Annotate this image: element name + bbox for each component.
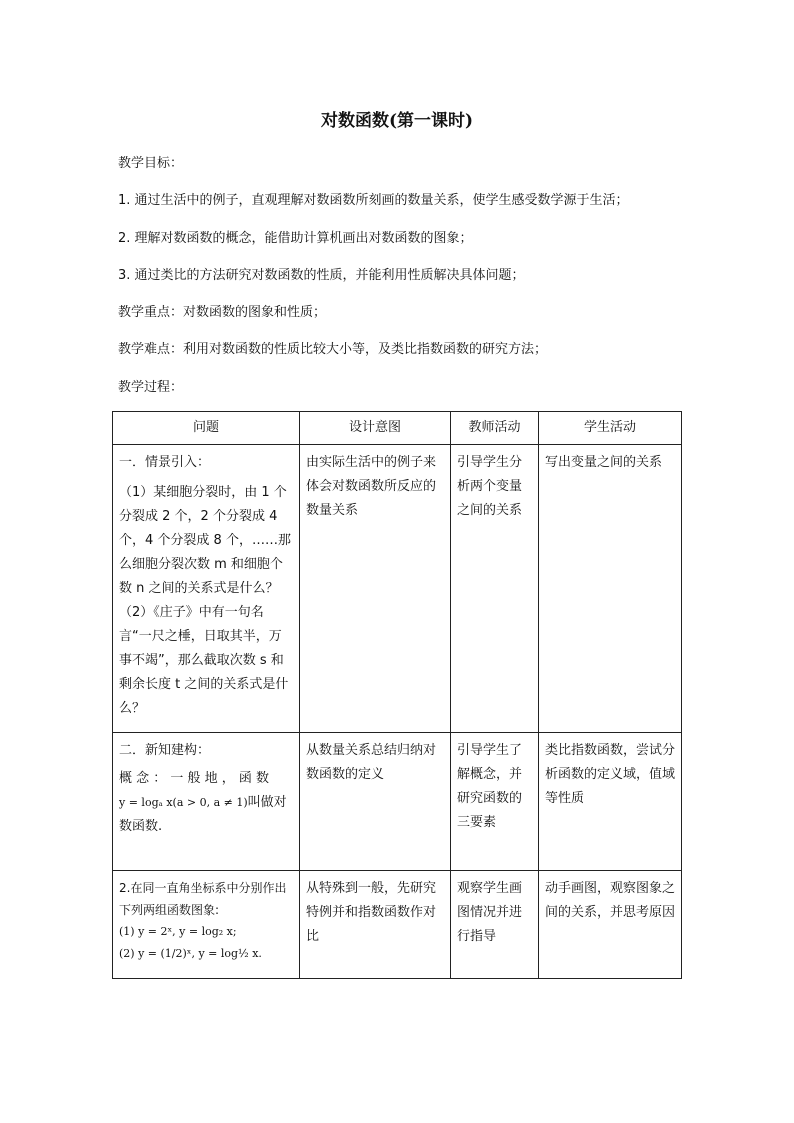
- document-title: 对数函数(第一课时): [320, 111, 474, 131]
- difficulty: 教学难点：利用对数函数的性质比较大小等，及类比指数函数的研究方法；: [118, 342, 548, 357]
- row2-problem-title: 二．新知建构：: [119, 743, 211, 758]
- header-problem: 问题: [113, 412, 300, 445]
- row3-formula-1: (1) y = 2ˣ, y = log₂ x;: [119, 925, 237, 938]
- objectives-heading: 教学目标：: [118, 156, 184, 171]
- lesson-table: [112, 411, 682, 979]
- row1-teacher: 引导学生分析两个变量之间的关系: [451, 445, 539, 733]
- row1-problem: [113, 445, 300, 733]
- row1-problem-title: 一．情景引入：: [119, 455, 211, 470]
- key-point: 教学重点：对数函数的图象和性质；: [118, 305, 327, 320]
- process-heading: 教学过程：: [118, 380, 184, 395]
- row3-teacher: 观察学生画图情况并进行指导: [451, 871, 539, 979]
- row2-problem: [113, 733, 300, 871]
- row1-intent: 由实际生活中的例子来体会对数函数所反应的数量关系: [300, 445, 451, 733]
- header-student: 学生活动: [539, 412, 682, 445]
- row3-problem: [113, 871, 300, 979]
- row3-student: 动手画图，观察图象之间的关系，并思考原因: [539, 871, 682, 979]
- row3-intent: 从特殊到一般，先研究特例并和指数函数作对比: [300, 871, 451, 979]
- row3-formula-2: (2) y = (1/2)ˣ, y = log½ x.: [119, 947, 262, 960]
- header-teacher: 教师活动: [451, 412, 539, 445]
- row2-concept-prefix: 概 念 ： 一 般 地 ， 函 数: [119, 771, 270, 786]
- table-row: [113, 871, 682, 979]
- objective-2: 2. 理解对数函数的概念，能借助计算机画出对数函数的图象；: [118, 231, 473, 246]
- table-row: [113, 733, 682, 871]
- row1-question-2: （2）《庄子》中有一句名言“一尺之棰，日取其半，万事不竭”，那么截取次数 s 和剩余长度 t 之间的关系式是什么？: [119, 605, 289, 716]
- row2-teacher: 引导学生了解概念，并研究函数的三要素: [451, 733, 539, 871]
- row2-concept-formula: y = logₐ x(a > 0, a ≠ 1): [119, 796, 248, 809]
- objective-3: 3. 通过类比的方法研究对数函数的性质，并能利用性质解决具体问题；: [118, 268, 525, 283]
- row2-student: 类比指数函数，尝试分析函数的定义域，值域等性质: [539, 733, 682, 871]
- row2-concept-suffix: 叫做对数函数.: [119, 795, 287, 834]
- row2-intent: 从数量关系总结归纳对数函数的定义: [300, 733, 451, 871]
- objective-1: 1. 通过生活中的例子，直观理解对数函数所刻画的数量关系，使学生感受数学源于生活；: [118, 193, 629, 208]
- row1-question-1: （1）某细胞分裂时，由 1 个分裂成 2 个，2 个分裂成 4 个，4 个分裂成 8 个，……那么细胞分裂次数 m 和细胞个数 n 之间的关系式是什么？: [119, 485, 291, 596]
- table-header-row: [113, 412, 682, 445]
- header-intent: 设计意图: [300, 412, 451, 445]
- table-row: [113, 445, 682, 733]
- row3-problem-text: 2.在同一直角坐标系中分别作出下列两组函数图象:: [119, 881, 287, 917]
- row1-student: 写出变量之间的关系: [539, 445, 682, 733]
